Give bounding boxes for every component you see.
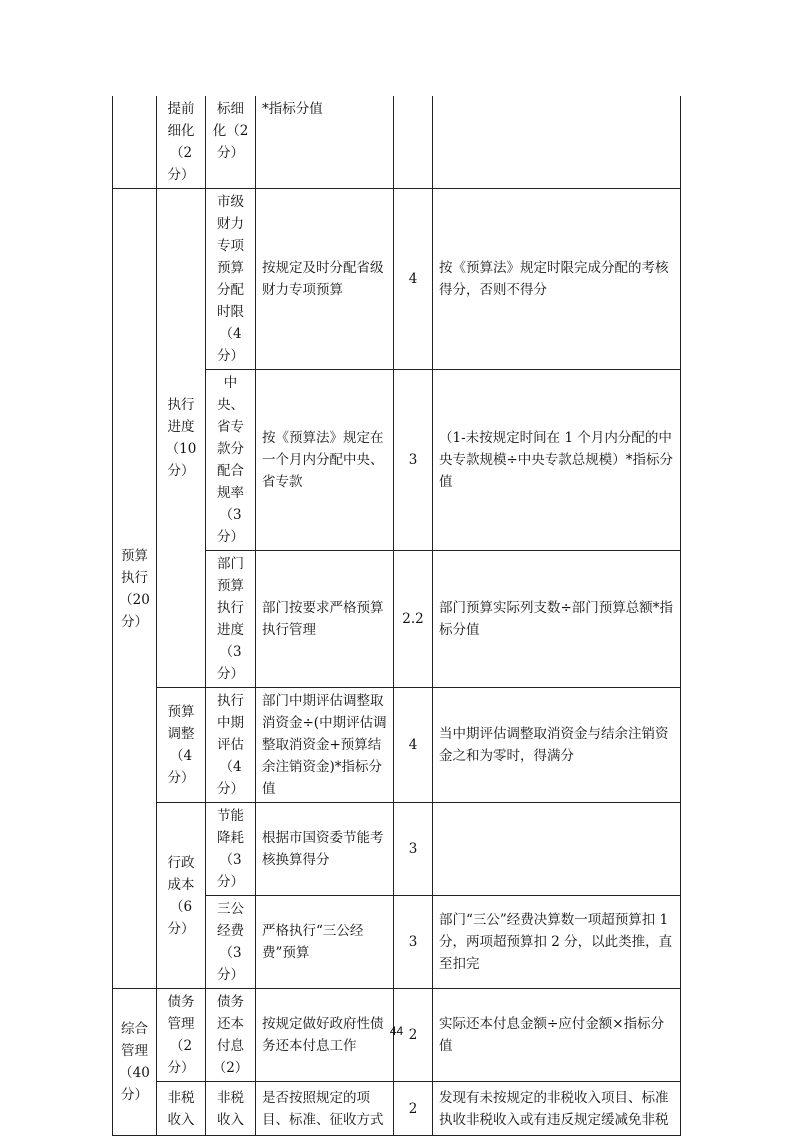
rule-cell: （1-未按规定时间在 1 个月内分配的中央专款规模÷中央专款总规模）*指标分值	[433, 370, 681, 551]
table-row	[113, 96, 681, 189]
score-cell: 2	[394, 989, 433, 1082]
level2-category-cell: 非税 收入	[157, 1082, 206, 1136]
rule-cell: 部门“三公”经费决算数一项超预算扣 1 分，两项超预算扣 2 分，以此类推，直至扣完	[433, 896, 681, 989]
page-number: 44	[389, 1024, 404, 1038]
level3-indicator-cell: 中央、 省专 款分 配合 规率 （3 分）	[206, 370, 256, 551]
standard-cell: 严格执行“三公经费”预算	[256, 896, 394, 989]
level3-indicator-cell: 执行 中期 评估 （4 分）	[206, 688, 256, 803]
table-row	[113, 1082, 681, 1136]
standard-cell: 按规定做好政府性债务还本付息工作	[256, 989, 394, 1082]
level3-indicator-cell: 债务 还本 付息 （2）	[206, 989, 256, 1082]
level1-category-cell: 预算 执行 （20 分）	[113, 189, 157, 989]
rule-cell: 按《预算法》规定时限完成分配的考核得分，否则不得分	[433, 189, 681, 370]
level2-category-cell: 债务 管理 （2 分）	[157, 989, 206, 1082]
level3-indicator-cell: 非税 收入	[206, 1082, 256, 1136]
level3-indicator-cell: 三公 经费 （3 分）	[206, 896, 256, 989]
standard-cell: 按规定及时分配省级财力专项预算	[256, 189, 394, 370]
level2-category-cell: 预算 调整 （4 分）	[157, 688, 206, 803]
rule-cell: 当中期评估调整取消资金与结余注销资金之和为零时，得满分	[433, 688, 681, 803]
standard-cell: 部门按要求严格预算执行管理	[256, 551, 394, 688]
level3-indicator-cell: 标细 化（2 分）	[206, 96, 256, 189]
rule-cell	[433, 803, 681, 896]
level2-category-cell: 行政 成本 （6 分）	[157, 803, 206, 989]
rule-cell: 部门预算实际列支数÷部门预算总额*指标分值	[433, 551, 681, 688]
level2-category-cell: 执行 进度 （10 分）	[157, 189, 206, 688]
level3-indicator-cell: 部门 预算 执行 进度 （3 分）	[206, 551, 256, 688]
rule-cell	[433, 96, 681, 189]
score-cell: 3	[394, 896, 433, 989]
table-row	[113, 189, 681, 370]
level1-category-cell: 综合 管理 （40 分）	[113, 989, 157, 1136]
standard-cell: 根据市国资委节能考核换算得分	[256, 803, 394, 896]
level3-indicator-cell: 市级 财力 专项 预算 分配 时限 （4 分）	[206, 189, 256, 370]
standard-cell: 按《预算法》规定在一个月内分配中央、省专款	[256, 370, 394, 551]
level1-category-cell	[113, 96, 157, 189]
rule-cell: 实际还本付息金额÷应付金额×指标分值	[433, 989, 681, 1082]
table-row	[113, 803, 681, 896]
score-cell: 4	[394, 189, 433, 370]
score-cell: 2.2	[394, 551, 433, 688]
level3-indicator-cell: 节能 降耗 （3 分）	[206, 803, 256, 896]
score-cell: 4	[394, 688, 433, 803]
score-cell: 3	[394, 370, 433, 551]
standard-cell: *指标分值	[256, 96, 394, 189]
score-cell: 2	[394, 1082, 433, 1136]
level2-category-cell: 提前 细化 （2 分）	[157, 96, 206, 189]
standard-cell: 部门中期评估调整取消资金÷(中期评估调整取消资金+预算结余注销资金)*指标分值	[256, 688, 394, 803]
assessment-table	[112, 96, 681, 1136]
rule-cell: 发现有未按规定的非税收入项目、标准执收非税收入或有违反规定缓减免非税	[433, 1082, 681, 1136]
score-cell	[394, 96, 433, 189]
standard-cell: 是否按照规定的项目、标准、征收方式	[256, 1082, 394, 1136]
table-row	[113, 688, 681, 803]
score-cell: 3	[394, 803, 433, 896]
